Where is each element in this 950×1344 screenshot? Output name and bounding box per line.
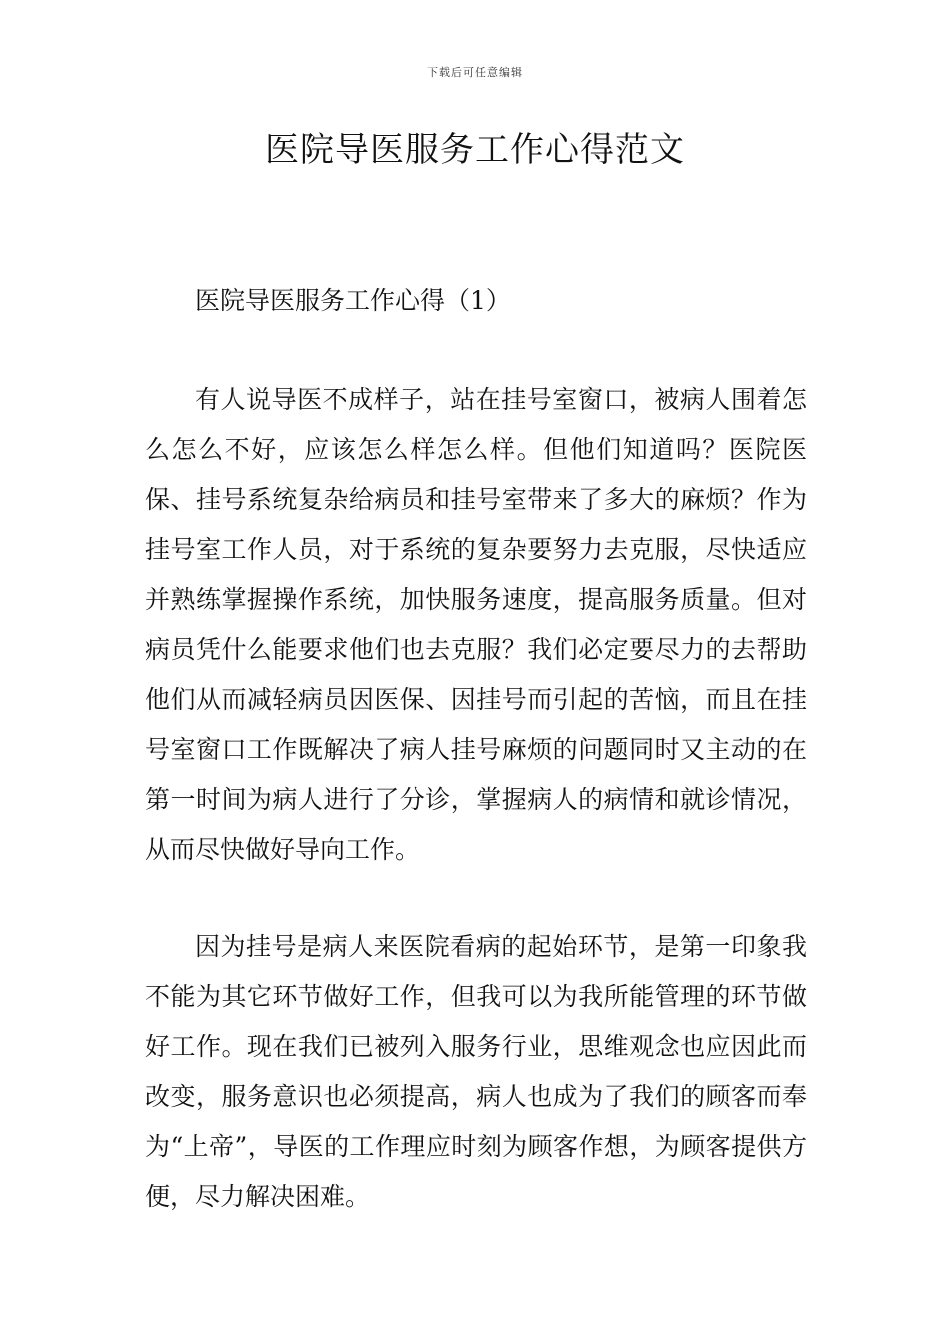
paragraph-1: 有人说导医不成样子，站在挂号室窗口，被病人围着怎么怎么不好，应该怎么样怎么样。但他们知道吗？医院医保、挂号系统复杂给病员和挂号室带来了多大的麻烦？作为挂号室工作人员，对于系统的复杂要努力去克服，尽快适应并熟练掌握操作系统，加快服务速度，提高服务质量。但对病员凭什么能要求他们也去克服？我们必定要尽力的去帮助他们从而减轻病员因医保、因挂号而引起的苦恼，而且在挂号室窗口工作既解决了病人挂号麻烦的问题同时又主动的在第一时间为病人进行了分诊，掌握病人的病情和就诊情况，从而尽快做好导向工作。 <box>145 385 807 864</box>
paragraph-2: 因为挂号是病人来医院看病的起始环节，是第一印象我不能为其它环节做好工作，但我可以为我所能管理的环节做好工作。现在我们已被列入服务行业，思维观念也应因此而改变，服务意识也必须提高，病人也成为了我们的顾客而奉为“上帝”，导医的工作理应时刻为顾客作想，为顾客提供方便，尽力解决困难。 <box>145 932 807 1211</box>
document-title: 医院导医服务工作心得范文 <box>265 130 685 170</box>
section-heading: 医院导医服务工作心得（1） <box>195 286 511 315</box>
page-header-note: 下载后可任意编辑 <box>427 66 523 79</box>
